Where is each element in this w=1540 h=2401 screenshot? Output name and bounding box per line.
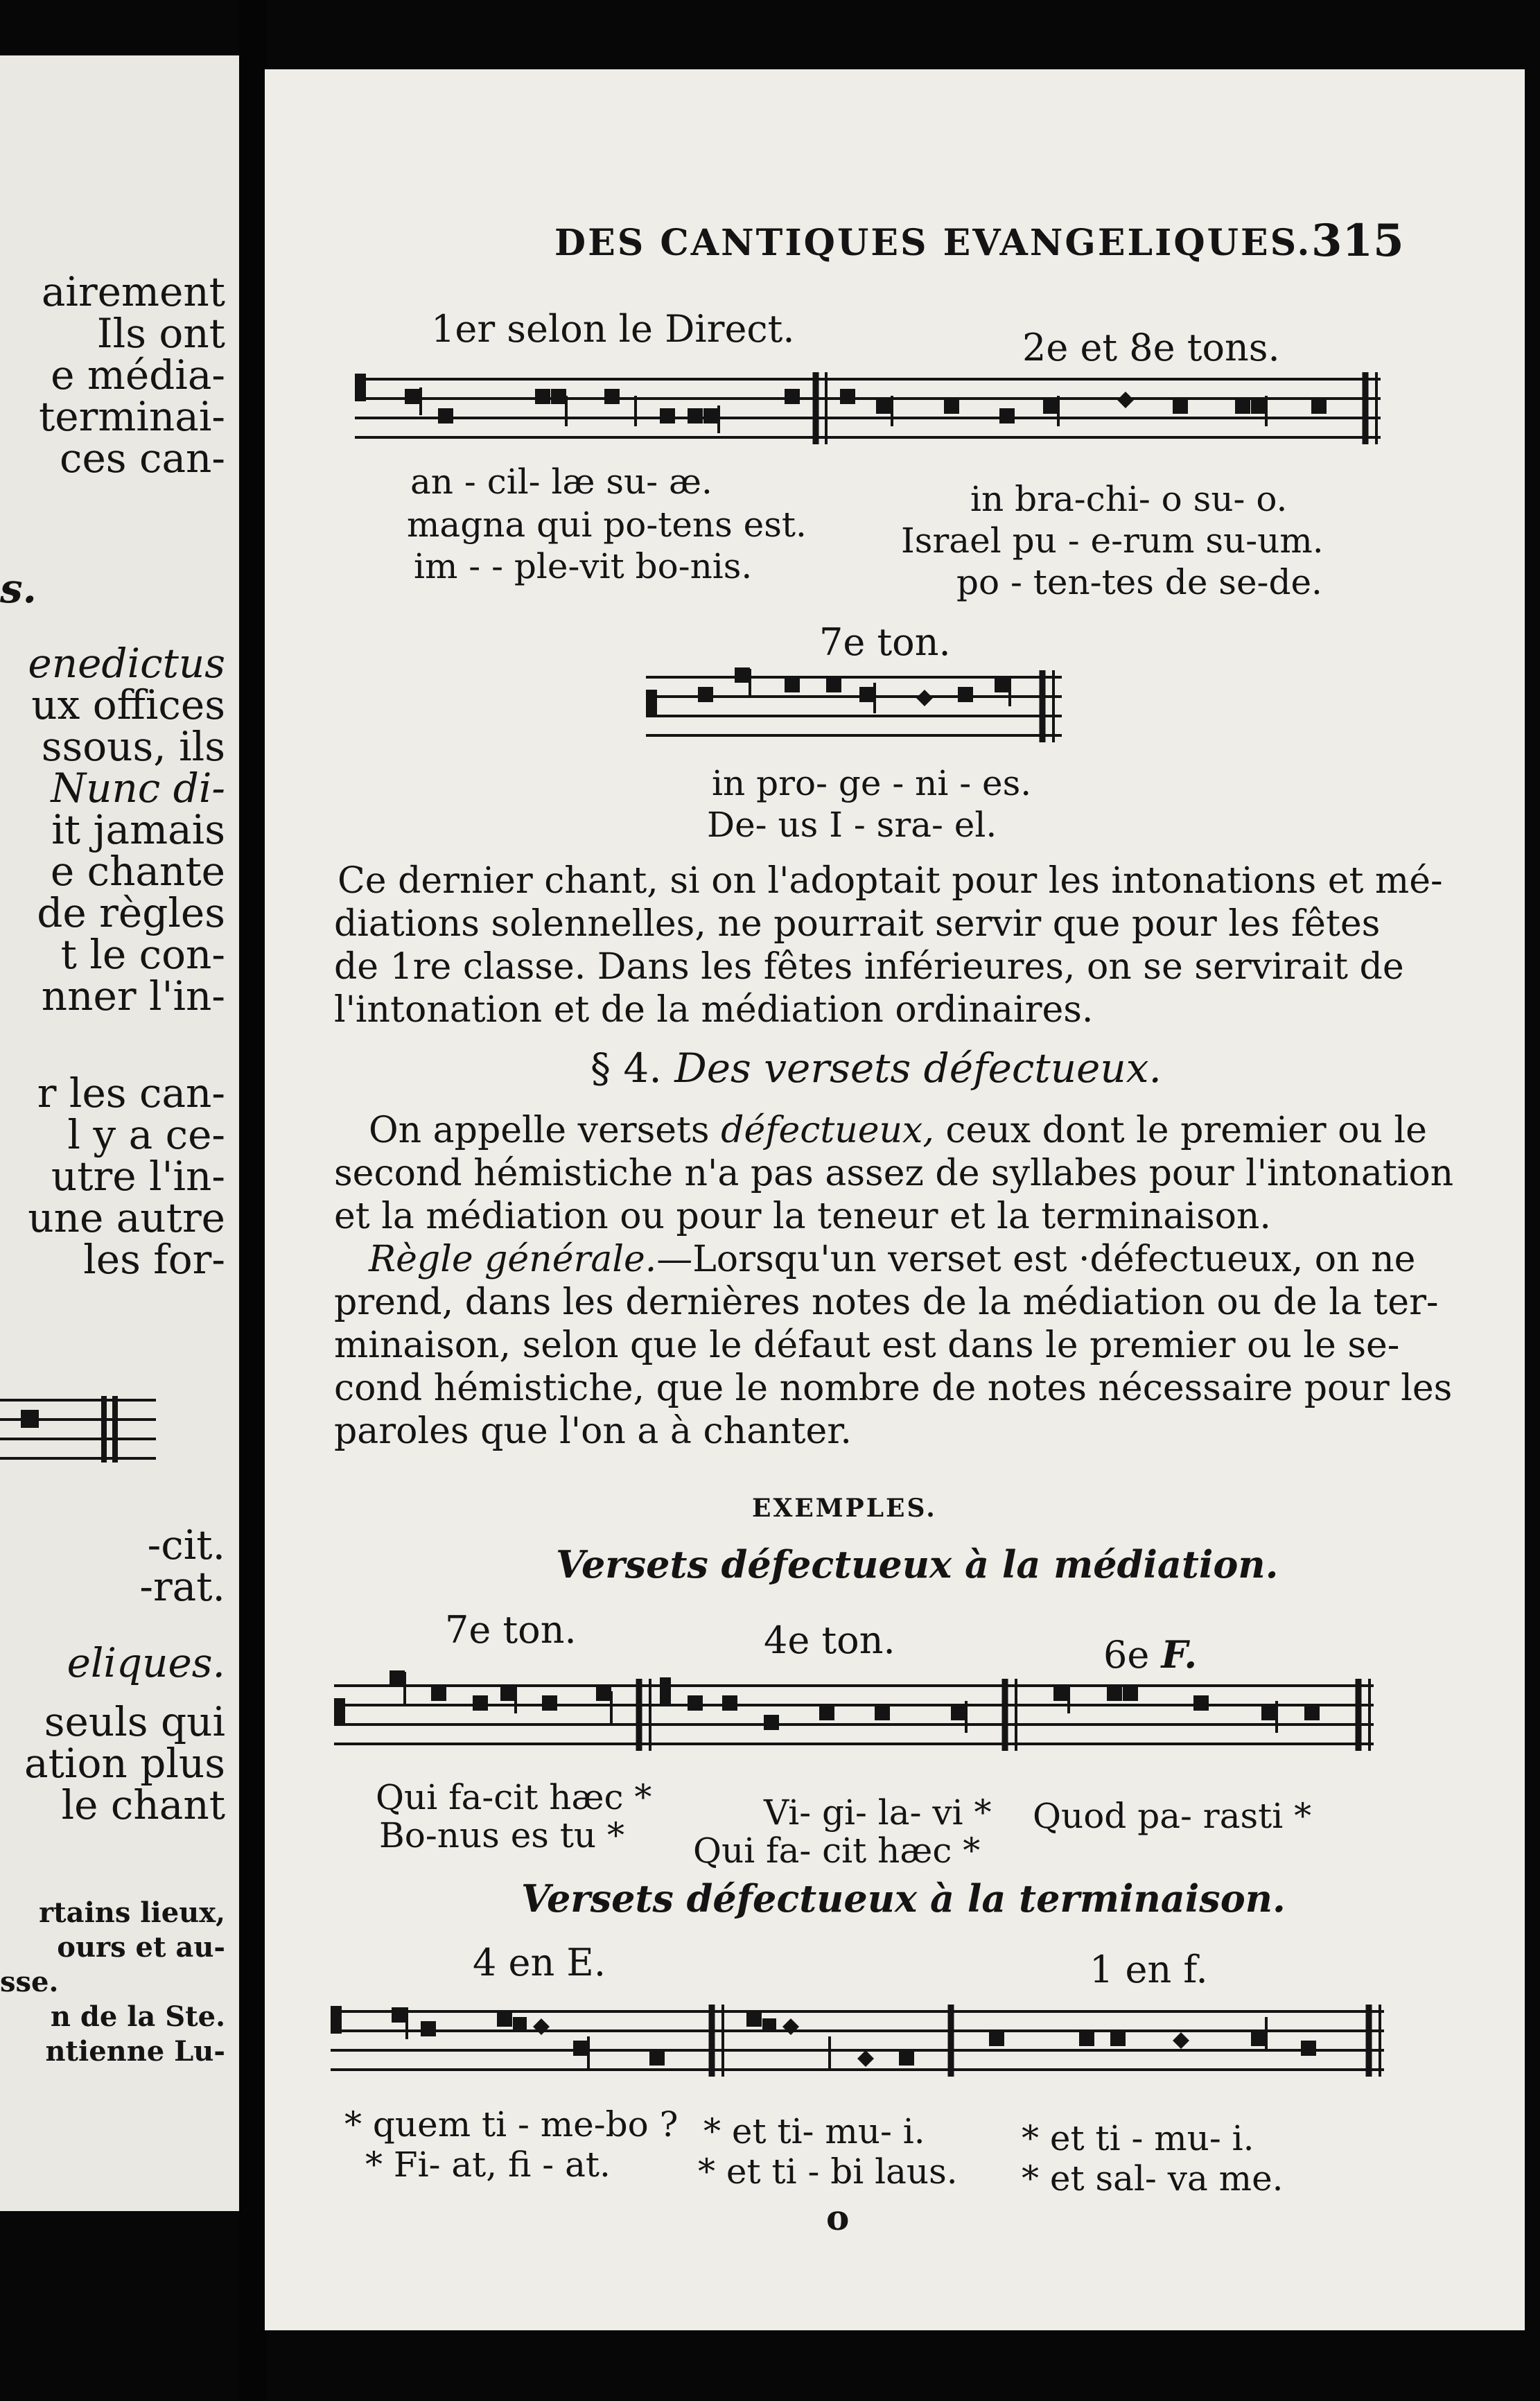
body-text-line <box>369 1239 1416 1280</box>
lyric-line: magna qui po-tens est. <box>407 505 807 545</box>
body-text-run: On appelle versets <box>369 1110 721 1151</box>
body-text-line: de 1re classe. Dans les fêtes inférieures, on se servirait de <box>334 946 1404 988</box>
left-text-line: Ils ont <box>96 310 225 357</box>
left-staff-fragment <box>0 1393 156 1476</box>
lyric-line: Qui fa-cit hæc * <box>376 1777 652 1817</box>
left-text-line: Nunc di- <box>51 765 225 812</box>
mode-label-2e-8e: 2e et 8e tons. <box>1022 326 1280 369</box>
lyric-line: Israel pu - e-rum su-um. <box>901 521 1324 561</box>
section-heading: Des versets défectueux. <box>674 1045 1162 1092</box>
left-footnote-line: ntienne Lu- <box>45 2035 225 2068</box>
lyric-line: * Fi- at, fi - at. <box>365 2145 611 2185</box>
left-text-line: -rat. <box>139 1563 225 1610</box>
lyric-line: * et ti - mu- i. <box>1022 2118 1254 2158</box>
left-text-line: it jamais <box>51 806 225 853</box>
left-text-line: le chant <box>61 1781 225 1828</box>
left-text-line: nner l'in- <box>41 972 225 1020</box>
left-text-line: ation plus <box>24 1740 225 1787</box>
mediation-title: Versets défectueux à la médiation. <box>556 1542 1279 1587</box>
left-text-line: utre l'in- <box>51 1153 225 1200</box>
mode-label-7e-mediation: 7e ton. <box>445 1608 577 1652</box>
lyric-line: Vi- gi- la- vi * <box>764 1792 992 1833</box>
body-text-line: l'intonation et de la médiation ordinaires. <box>334 989 1094 1031</box>
emphasis-defectueux: défectueux, <box>721 1110 934 1151</box>
lyric-line: * et sal- va me. <box>1022 2158 1284 2199</box>
body-text-line: et la médiation ou pour la teneur et la terminaison. <box>334 1196 1271 1237</box>
left-text-line: ssous, ils <box>41 723 225 770</box>
lyric-line: De- us I - sra- el. <box>707 805 997 845</box>
page-number: 315 <box>1311 215 1404 267</box>
left-text-line: -cit. <box>147 1521 225 1569</box>
lyric-line: Quod pa- rasti * <box>1033 1796 1312 1836</box>
mode-label-6e-text: 6e <box>1103 1633 1150 1677</box>
staff-termination <box>331 1996 1384 2093</box>
left-text-line: ux offices <box>31 681 225 728</box>
left-text-line: r les can- <box>37 1069 225 1117</box>
left-text-line: de règles <box>37 889 225 936</box>
left-footnote-line: sse. <box>0 1966 59 1998</box>
body-text-line <box>369 1112 1427 1149</box>
mode-label-6e <box>1103 1632 1198 1677</box>
staff-1 <box>355 364 1381 454</box>
lyric-line: im - - ple-vit bo-nis. <box>414 546 753 586</box>
body-text-line: cond hémistiche, que le nombre de notes nécessaire pour les <box>334 1368 1453 1409</box>
left-page-fragment <box>0 55 239 2211</box>
body-text-line: minaison, selon que le défaut est dans le premier ou le se- <box>334 1325 1400 1366</box>
body-text-line: diations solennelles, ne pourrait servir que pour les fêtes <box>334 903 1381 945</box>
mode-label-7e: 7e ton. <box>819 620 951 664</box>
left-footnote-line: n de la Ste. <box>50 2000 225 2033</box>
lyric-line: an - cil- læ su- æ. <box>410 462 712 502</box>
lyric-line: po - ten-tes de se-de. <box>956 562 1322 602</box>
left-text-line: seuls qui <box>44 1698 225 1745</box>
lyric-line: Qui fa- cit hæc * <box>693 1831 981 1871</box>
book-spine-gutter <box>239 0 267 2401</box>
left-text-line: une autre <box>28 1194 225 1241</box>
lyric-line: * et ti - bi laus. <box>698 2151 958 2192</box>
left-text-line: t le con- <box>60 931 225 978</box>
mode-label-1-en-f: 1 en f. <box>1090 1948 1208 1991</box>
lyric-line: Bo-nus es tu * <box>379 1815 625 1856</box>
examples-heading: EXEMPLES. <box>752 1494 937 1523</box>
lyric-line: * quem ti - me-bo ? <box>344 2104 679 2145</box>
mode-label-4e: 4e ton. <box>764 1618 895 1662</box>
left-text-line: eliques. <box>67 1639 225 1686</box>
left-text-line: l y a ce- <box>67 1111 225 1158</box>
staff-mediation <box>334 1670 1374 1767</box>
right-page <box>265 69 1525 2330</box>
body-text-line: second hémistiche n'a pas assez de syllabes pour l'intonation <box>334 1153 1454 1194</box>
running-head: DES CANTIQUES EVANGELIQUES. <box>554 222 1312 264</box>
body-text-line: paroles que l'on a à chanter. <box>334 1411 852 1452</box>
lyric-line: * et ti- mu- i. <box>703 2111 925 2151</box>
staff-2 <box>646 662 1062 752</box>
left-text-line: s. <box>0 565 37 612</box>
body-text-run: —Lorsqu'un verset est ·défectueux, on ne <box>656 1239 1416 1280</box>
signature-mark: o <box>826 2197 850 2238</box>
section-mark: § 4. <box>590 1045 662 1092</box>
body-text-line: prend, dans les dernières notes de la médiation ou de la ter- <box>334 1282 1439 1323</box>
rule-label: Règle générale. <box>369 1239 657 1280</box>
left-text-line: terminai- <box>39 393 225 440</box>
lyric-line: in pro- ge - ni - es. <box>712 763 1032 803</box>
body-text-line: Ce dernier chant, si on l'adoptait pour les intonations et mé- <box>338 860 1443 902</box>
left-footnote-line: ours et au- <box>57 1931 225 1964</box>
mode-label-direct: 1er selon le Direct. <box>431 307 795 351</box>
left-text-line: e média- <box>51 351 225 399</box>
left-footnote-line: rtains lieux, <box>39 1896 225 1929</box>
left-text-line: e chante <box>50 848 225 895</box>
mode-label-6e-key: F. <box>1161 1632 1198 1677</box>
lyric-line: in bra-chi- o su- o. <box>970 479 1288 519</box>
left-text-line: les for- <box>83 1236 225 1283</box>
left-text-line: enedictus <box>28 640 225 687</box>
left-text-line: ces can- <box>59 435 225 482</box>
left-text-line: airement <box>41 268 225 315</box>
termination-title: Versets défectueux à la terminaison. <box>521 1876 1286 1921</box>
mode-label-4-en-e: 4 en E. <box>473 1941 606 1984</box>
section-title <box>590 1045 1162 1092</box>
body-text-run: ceux dont le premier ou le <box>934 1110 1427 1151</box>
